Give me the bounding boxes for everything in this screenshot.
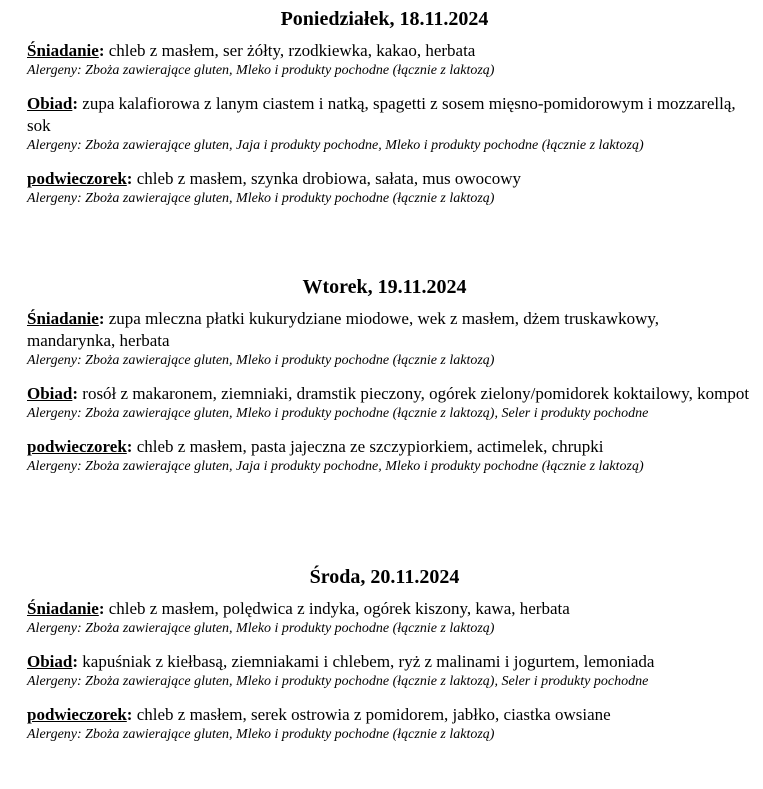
meal-menu: chleb z masłem, serek ostrowia z pomidorem, jabłko, ciastka owsiane [132,705,611,724]
allergens-note: Alergeny: Zboża zawierające gluten, Mleko i produkty pochodne (łącznie z laktozą), Seler i produkty pochodne [27,674,649,689]
allergens-note: Alergeny: Zboża zawierające gluten, Mleko i produkty pochodne (łącznie z laktozą), Seler i produkty pochodne [27,406,649,421]
meal-line [27,704,751,726]
allergens-note: Alergeny: Zboża zawierające gluten, Mleko i produkty pochodne (łącznie z laktozą) [27,63,495,78]
meal-line [27,651,751,673]
meal-snack [27,436,751,476]
meal-line [27,598,751,620]
meal-line [27,308,751,352]
meal-label: podwieczorek [27,705,127,724]
meal-menu: rosół z makaronem, ziemniaki, dramstik pieczony, ogórek zielony/pomidorek koktailowy, kompot [78,384,750,403]
meal-breakfast [27,598,751,638]
meal-snack [27,168,751,208]
meal-menu: chleb z masłem, ser żółty, rzodkiewka, kakao, herbata [104,41,476,60]
day-section-tuesday [0,275,763,476]
meal-label: Śniadanie [27,599,99,618]
meal-colon: : [72,94,79,113]
meal-colon: : [72,384,79,403]
meal-line [27,93,751,137]
meal-colon: : [72,652,79,671]
day-title: Wtorek, 19.11.2024 [302,276,467,298]
day-section-monday [0,7,763,208]
meal-colon: : [98,309,105,328]
meal-line [27,40,751,62]
meal-colon: : [126,705,133,724]
meal-colon: : [126,437,133,456]
meal-label: Obiad [27,384,73,403]
meal-line [27,168,751,190]
meal-breakfast [27,40,751,80]
meal-line [27,383,751,405]
allergens-note: Alergeny: Zboża zawierające gluten, Jaja i produkty pochodne, Mleko i produkty pochodne (łącznie z laktozą) [27,138,644,153]
allergens-note: Alergeny: Zboża zawierające gluten, Mleko i produkty pochodne (łącznie z laktozą) [27,621,495,636]
meal-lunch [27,383,751,423]
day-section-wednesday [0,565,763,744]
meal-lunch [27,93,751,155]
allergens-note: Alergeny: Zboża zawierające gluten, Mleko i produkty pochodne (łącznie z laktozą) [27,191,495,206]
meal-lunch [27,651,751,691]
meal-line [27,436,751,458]
allergens-note: Alergeny: Zboża zawierające gluten, Jaja i produkty pochodne, Mleko i produkty pochodne (łącznie z laktozą) [27,459,644,474]
meal-menu: zupa kalafiorowa z lanym ciastem i natką, spagetti z sosem mięsno-pomidorowym i mozzarellą, sok [27,94,736,135]
meal-menu: chleb z masłem, szynka drobiowa, sałata, mus owocowy [132,169,522,188]
meal-menu: chleb z masłem, polędwica z indyka, ogórek kiszony, kawa, herbata [104,599,570,618]
meal-label: Śniadanie [27,309,99,328]
allergens-note: Alergeny: Zboża zawierające gluten, Mleko i produkty pochodne (łącznie z laktozą) [27,353,495,368]
meal-label: Obiad [27,652,73,671]
meal-colon: : [98,41,105,60]
meal-label: Śniadanie [27,41,99,60]
meal-menu: zupa mleczna płatki kukurydziane miodowe, wek z masłem, dżem truskawkowy, mandarynka, herbata [27,309,660,350]
meal-menu: chleb z masłem, pasta jajeczna ze szczypiorkiem, actimelek, chrupki [132,437,604,456]
meal-label: podwieczorek [27,169,127,188]
meal-label: podwieczorek [27,437,127,456]
meal-colon: : [98,599,105,618]
meal-snack [27,704,751,744]
meal-menu: kapuśniak z kiełbasą, ziemniakami i chlebem, ryż z malinami i jogurtem, lemoniada [78,652,655,671]
meal-label: Obiad [27,94,73,113]
day-title: Poniedziałek, 18.11.2024 [280,8,489,30]
meal-colon: : [126,169,133,188]
meal-breakfast [27,308,751,370]
allergens-note: Alergeny: Zboża zawierające gluten, Mleko i produkty pochodne (łącznie z laktozą) [27,727,495,742]
day-title: Środa, 20.11.2024 [309,566,460,588]
